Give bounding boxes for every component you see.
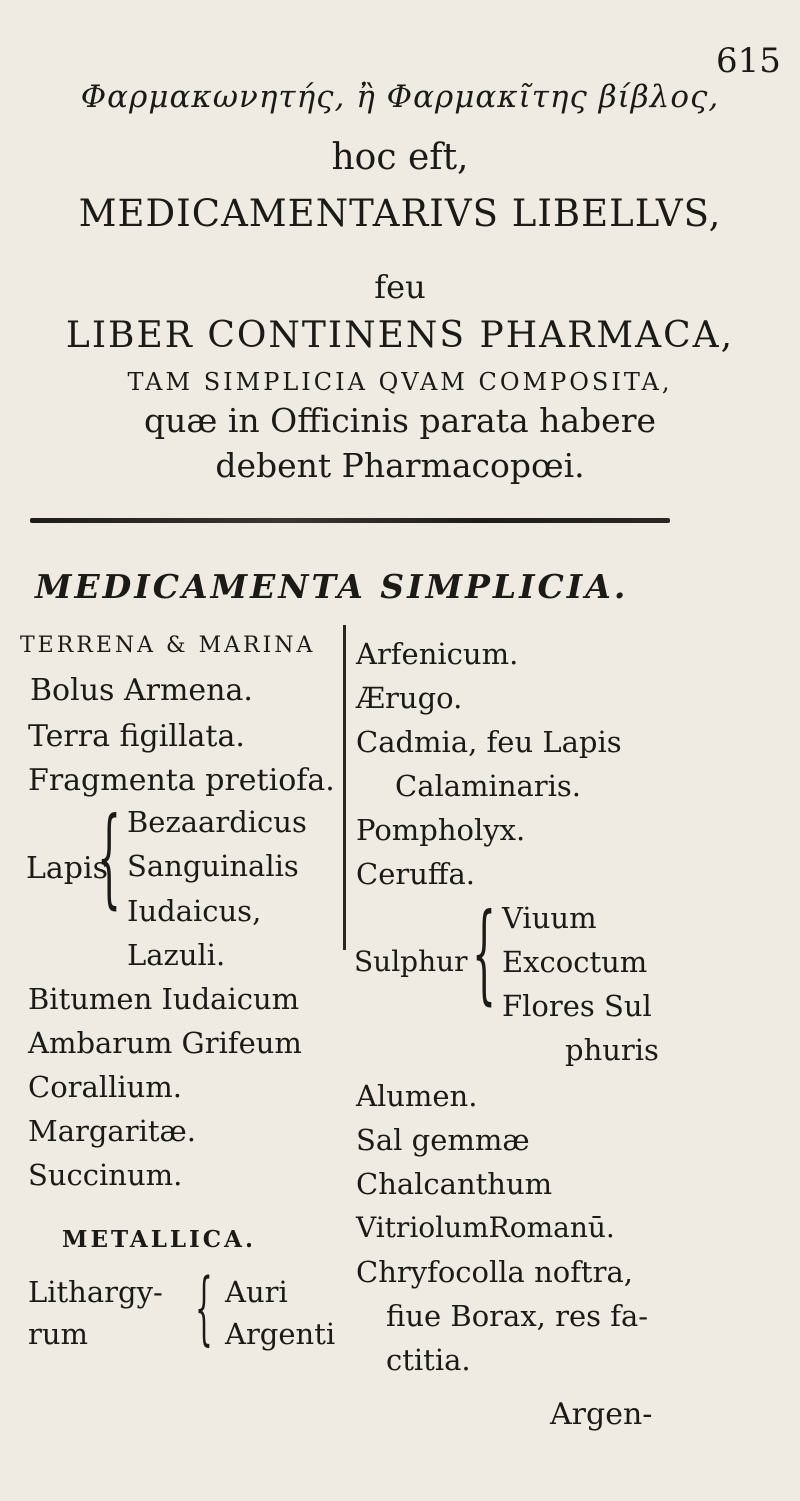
right-item: VitriolumRomanū. <box>356 1211 615 1244</box>
lapis-item: Iudaicus, <box>127 894 262 928</box>
lithargy-label: Lithargy- <box>28 1275 163 1309</box>
lithargy-item: Argenti <box>225 1317 336 1351</box>
sulphur-brace: { <box>472 891 497 1016</box>
sulphur-item: Flores Sul <box>502 989 652 1023</box>
hoc-est: hoc eft, <box>331 137 469 178</box>
right-item: Arfenicum. <box>356 637 519 671</box>
right-item: ctitia. <box>386 1343 471 1377</box>
seu-line: feu <box>374 268 426 306</box>
title-main: MEDICAMENTARIVS LIBELLVS, <box>78 192 722 235</box>
lapis-brace: { <box>97 795 122 920</box>
left-item: Bolus Armena. <box>30 673 253 708</box>
left-item: Fragmenta pretiofa. <box>28 763 335 798</box>
lapis-item: Lazuli. <box>127 938 226 972</box>
right-item: Calaminaris. <box>395 769 582 803</box>
terrena-heading: TERRENA & MARINA <box>20 633 316 658</box>
lithargy-label: rum <box>28 1317 89 1351</box>
greek-header: Φαρμακωνητής, ἢ Φαρμακῖτης βίβλος, <box>80 79 720 115</box>
right-item: Ærugo. <box>356 681 463 715</box>
right-item: fiue Borax, res fa- <box>386 1299 649 1333</box>
section-title: MEDICAMENTA SIMPLICIA. <box>35 567 629 606</box>
left-item: Margaritæ. <box>28 1114 196 1148</box>
left-item: Succinum. <box>28 1158 183 1192</box>
sulphur-item: phuris <box>565 1033 659 1067</box>
sulphur-item: Excoctum <box>502 945 648 979</box>
page-number: 615 <box>716 41 781 81</box>
lapis-item: Bezaardicus <box>127 805 307 839</box>
right-item: Chalcanthum <box>356 1167 553 1201</box>
left-item: Bitumen Iudaicum <box>28 982 300 1016</box>
right-item: Cadmia, feu Lapis <box>356 725 622 759</box>
horizontal-rule <box>30 518 670 523</box>
left-item: Terra figillata. <box>28 719 245 754</box>
sulphur-item: Viuum <box>502 901 597 935</box>
liber-line: LIBER CONTINENS PHARMACA, <box>65 315 735 356</box>
column-divider <box>343 625 346 950</box>
metallica-heading: METALLICA. <box>62 1226 256 1253</box>
right-item: Pompholyx. <box>356 813 526 847</box>
right-item: Chryfocolla noftra, <box>356 1255 633 1289</box>
lithargy-item: Auri <box>225 1275 288 1309</box>
right-item: Ceruffa. <box>356 857 476 891</box>
quae-line: quæ in Officinis parata habere <box>143 401 657 440</box>
lithargy-brace: { <box>195 1261 213 1354</box>
lapis-label: Lapis <box>26 851 109 886</box>
debent-line: debent Pharmacopœi. <box>215 446 585 485</box>
lapis-item: Sanguinalis <box>127 849 299 883</box>
catchword: Argen- <box>550 1397 653 1432</box>
sulphur-label: Sulphur <box>354 945 468 978</box>
left-item: Ambarum Grifeum <box>28 1026 302 1060</box>
right-item: Alumen. <box>356 1079 478 1113</box>
left-item: Corallium. <box>28 1070 183 1104</box>
right-item: Sal gemmæ <box>356 1123 530 1157</box>
tam-line: TAM SIMPLICIA QVAM COMPOSITA, <box>127 368 673 396</box>
